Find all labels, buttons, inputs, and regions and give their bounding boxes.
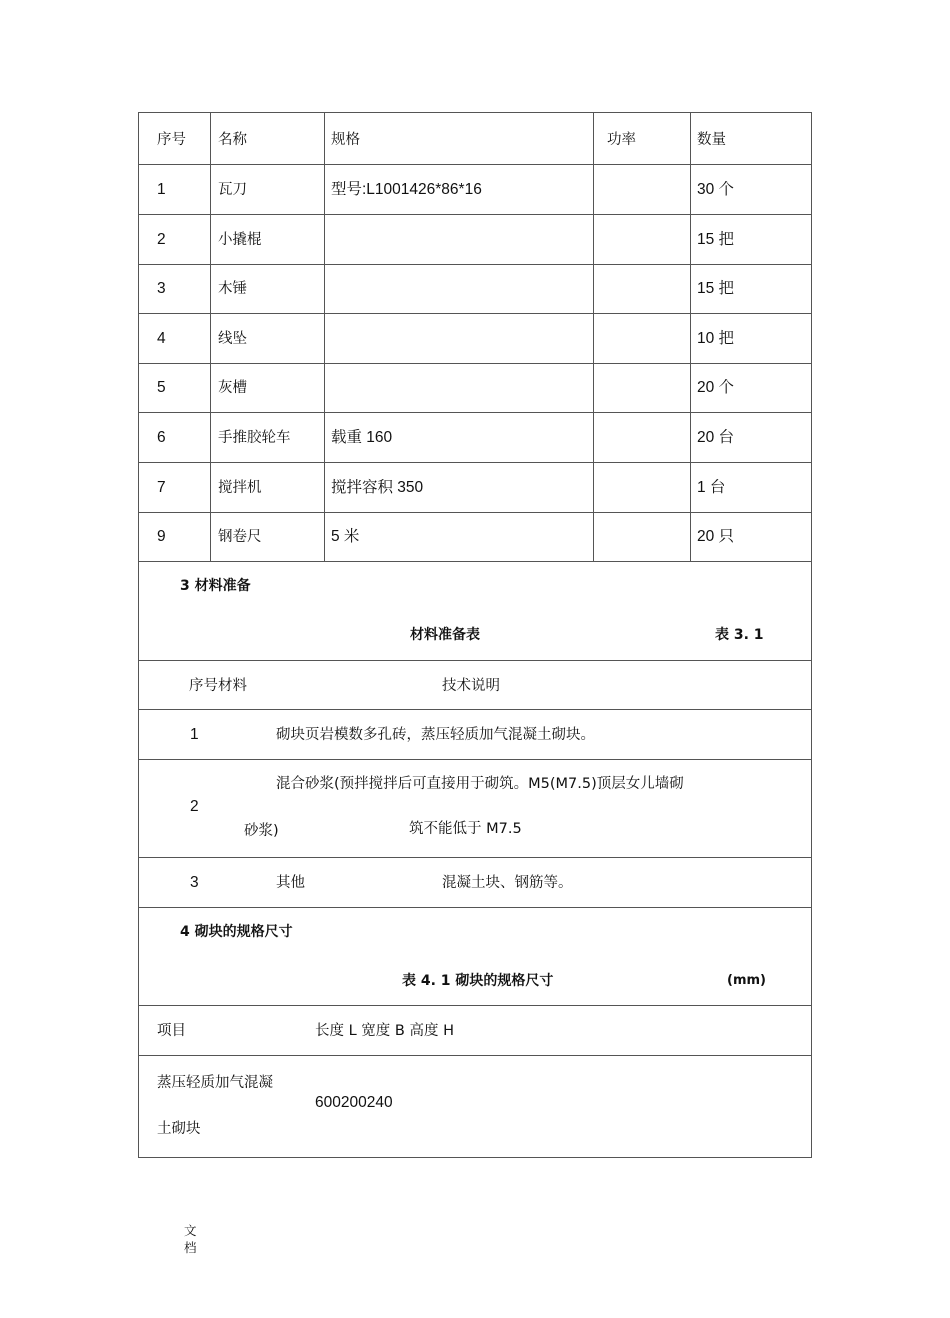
- row-no: 3: [157, 280, 166, 297]
- row-name: 小撬棍: [218, 232, 262, 248]
- column-divider: [690, 112, 691, 562]
- footer-char: 档: [184, 1240, 197, 1255]
- table-number: 表 3. 1: [715, 627, 764, 643]
- header-power: 功率: [607, 132, 636, 148]
- row-divider: [138, 1055, 812, 1056]
- row-name: 钢卷尺: [218, 529, 262, 545]
- header-spec: 规格: [331, 132, 360, 148]
- row-no: 2: [190, 798, 199, 815]
- section-heading: 3 材料准备: [180, 578, 251, 594]
- row-qty: 20 个: [697, 379, 735, 396]
- material-description-cont: 砂浆): [244, 823, 279, 839]
- row-no: 4: [157, 330, 166, 347]
- column-divider: [593, 112, 594, 562]
- row-name: 手推胶轮车: [218, 430, 291, 446]
- header-name: 名称: [218, 132, 247, 148]
- row-name: 灰槽: [218, 380, 247, 396]
- row-divider: [138, 759, 812, 760]
- material-description-cont: 筑不能低于 M7.5: [409, 821, 522, 837]
- header-qty: 数量: [697, 132, 726, 148]
- row-no: 2: [157, 231, 166, 248]
- row-divider: [138, 164, 812, 165]
- table-title: 材料准备表: [410, 627, 480, 643]
- row-qty: 15 把: [697, 231, 735, 248]
- block-dimensions-value: 600200240: [315, 1094, 393, 1111]
- row-name: 搅拌机: [218, 480, 262, 496]
- row-no: 1: [190, 726, 199, 743]
- row-qty: 20 台: [697, 429, 735, 446]
- row-divider: [138, 264, 812, 265]
- material-description: 砌块页岩模数多孔砖，蒸压轻质加气混凝土砌块。: [276, 727, 595, 743]
- row-no: 3: [190, 874, 199, 891]
- row-divider: [138, 907, 812, 908]
- row-divider: [138, 857, 812, 858]
- row-no: 9: [157, 528, 166, 545]
- row-name: 木锤: [218, 281, 247, 297]
- header-no: 序号: [157, 132, 186, 148]
- row-divider: [138, 214, 812, 215]
- block-name-cont: 土砌块: [157, 1121, 201, 1137]
- row-divider: [138, 512, 812, 513]
- row-no: 1: [157, 181, 166, 198]
- row-no: 6: [157, 429, 166, 446]
- footer-label: [184, 1222, 198, 1256]
- row-divider: [138, 363, 812, 364]
- row-divider: [138, 412, 812, 413]
- row-qty: 20 只: [697, 528, 735, 545]
- column-divider: [324, 112, 325, 562]
- header-no-material: 序号材料: [189, 678, 247, 694]
- header-item: 项目: [157, 1023, 186, 1039]
- row-no: 7: [157, 479, 166, 496]
- row-name: 瓦刀: [218, 182, 247, 198]
- column-divider: [210, 112, 211, 562]
- row-divider: [138, 462, 812, 463]
- row-qty: 10 把: [697, 330, 735, 347]
- material-description: 混凝土块、钢筋等。: [442, 875, 573, 891]
- row-qty: 1 台: [697, 479, 726, 496]
- row-name: 线坠: [218, 331, 247, 347]
- row-spec: 搅拌容积 350: [331, 479, 424, 496]
- row-spec: 载重 160: [331, 429, 393, 446]
- row-divider: [138, 313, 812, 314]
- row-qty: 15 把: [697, 280, 735, 297]
- row-no: 5: [157, 379, 166, 396]
- material-description: 混合砂浆(预拌搅拌后可直接用于砌筑。M5(M7.5)顶层女儿墙砌: [276, 776, 684, 792]
- table-unit: (mm): [727, 973, 766, 988]
- row-divider: [138, 709, 812, 710]
- row-qty: 30 个: [697, 181, 735, 198]
- header-dimensions: 长度 L 宽度 B 高度 H: [315, 1023, 454, 1039]
- row-divider: [138, 660, 812, 661]
- row-divider: [138, 1005, 812, 1006]
- header-tech-desc: 技术说明: [442, 678, 500, 694]
- row-spec: 型号:L1001426*86*16: [331, 181, 482, 198]
- section-heading: 4 砌块的规格尺寸: [180, 924, 293, 940]
- block-name: 蒸压轻质加气混凝: [157, 1075, 273, 1091]
- footer-char: 文: [184, 1223, 197, 1238]
- table-title: 表 4. 1 砌块的规格尺寸: [402, 973, 554, 989]
- row-divider: [138, 561, 812, 562]
- row-spec: 5 米: [331, 528, 360, 545]
- material-name: 其他: [276, 875, 305, 891]
